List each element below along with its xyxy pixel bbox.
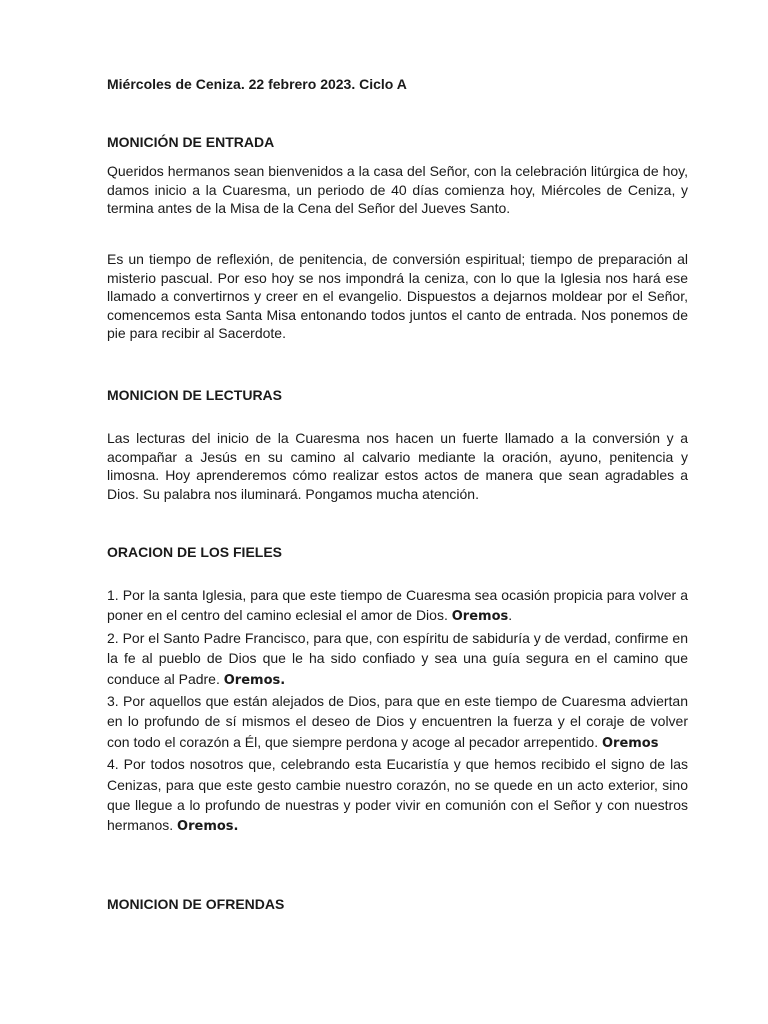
- prayer-list: [107, 585, 688, 838]
- heading-monicion-ofrendas: MONICION DE OFRENDAS: [107, 896, 285, 912]
- oremos-response: Oremos: [451, 609, 509, 625]
- oremos-response: Oremos: [601, 735, 659, 751]
- prayer-item: 3. Por aquellos que están alejados de Dios, para que en este tiempo de Cuaresma adviertan en lo profundo de sí mismos el deseo de Dios y encuentren la fuerza y el coraje de volver con todo el corazón a Él, que siempre perdona y acoge al pecador arrepentido. Oremos: [107, 693, 688, 751]
- heading-monicion-lecturas: MONICION DE LECTURAS: [107, 387, 282, 403]
- oremos-response: Oremos.: [223, 672, 286, 688]
- entrada-paragraph-1: Queridos hermanos sean bienvenidos a la casa del Señor, con la celebración litúrgica de hoy, damos inicio a la Cuaresma, un periodo de 40 días comienza hoy, Miércoles de Ceniza, y termina antes de la Misa de la Cena del Señor del Jueves Santo.: [107, 163, 688, 217]
- lecturas-paragraph: Las lecturas del inicio de la Cuaresma nos hacen un fuerte llamado a la conversión y a acompañar a Jesús en su camino al calvario mediante la oración, ayuno, penitencia y limosna. Hoy aprenderemos cómo realizar estos actos de manera que sean agradables a Dios. Su palabra nos iluminará. Pongamos mucha atención.: [107, 430, 688, 502]
- heading-oracion-fieles: ORACION DE LOS FIELES: [107, 544, 283, 560]
- prayer-item: 2. Por el Santo Padre Francisco, para que, con espíritu de sabiduría y de verdad, confirme en la fe al pueblo de Dios que le ha sido confiado y sea una guía segura en el camino que conduce al Padre. Oremos.: [107, 629, 688, 688]
- prayer-item: 1. Por la santa Iglesia, para que este tiempo de Cuaresma sea ocasión propicia para volver a poner en el centro del camino eclesial el amor de Dios. Oremos.: [107, 587, 688, 625]
- document-title: Miércoles de Ceniza. 22 febrero 2023. Ciclo A: [107, 76, 407, 92]
- heading-monicion-entrada: MONICIÓN DE ENTRADA: [107, 134, 275, 150]
- prayer-item: 4. Por todos nosotros que, celebrando esta Eucaristía y que hemos recibido el signo de las Cenizas, para que este gesto cambie nuestro corazón, no se quede en un acto exterior, sino que llegue a lo profundo de nuestras y poder vivir en comunión con el Señor y con nuestros hermanos. Oremos.: [107, 756, 688, 835]
- entrada-paragraph-2: Es un tiempo de reflexión, de penitencia, de conversión espiritual; tiempo de preparación al misterio pascual. Por eso hoy se nos impondrá la ceniza, con lo que la Iglesia nos hará ese llamado a convertirnos y creer en el evangelio. Dispuestos a dejarnos moldear por el Señor, comencemos esta Santa Misa entonando todos juntos el canto de entrada. Nos ponemos de pie para recibir al Sacerdote.: [107, 251, 688, 342]
- oremos-response: Oremos.: [177, 819, 239, 835]
